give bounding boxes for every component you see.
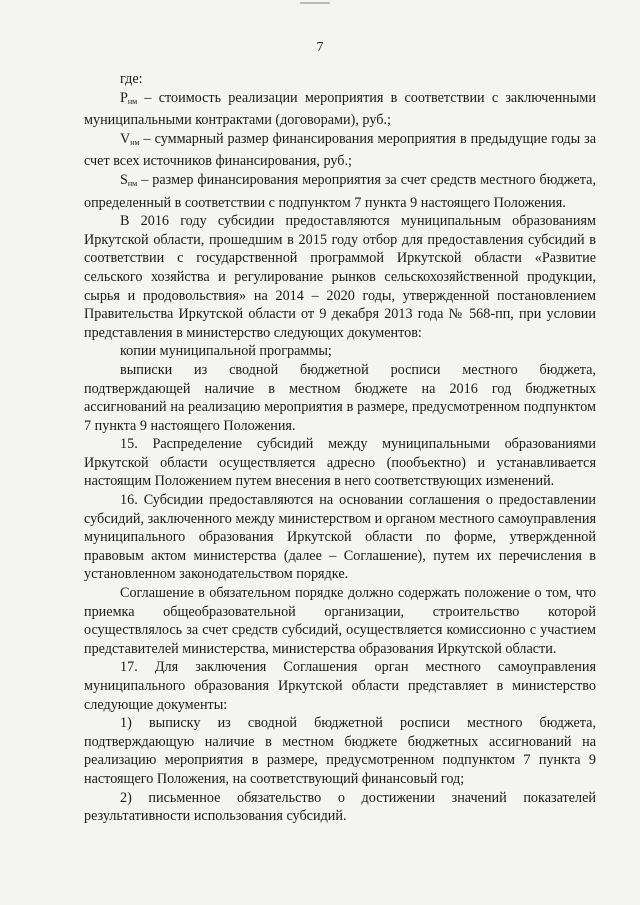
- definition-subscript: нм: [130, 137, 140, 147]
- definition-symbol: P: [120, 89, 128, 106]
- list-item-1: 1) выписку из сводной бюджетной росписи местного бюджета, подтверждающую наличие в местном бюджете бюджетных ассигнований на реализацию мероприятия в размере, предусмотренном подпунктом 7 пункта 9 настоящего Положения, на соответствующий финансовый год;: [84, 715, 596, 787]
- definition-v: [84, 130, 596, 171]
- definition-text: – размер финансирования мероприятия за счет средств местного бюджета, определенный в соответствии с подпунктом 7 пункта 9 настоящего Положения.: [84, 171, 596, 211]
- paragraph-copies: копии муниципальной программы;: [120, 343, 332, 360]
- scan-mark: [300, 2, 330, 4]
- definition-subscript: нм: [127, 178, 138, 188]
- paragraph-16: 16. Субсидии предоставляются на основании соглашения о предоставлении субсидий, заключенного между министерством и органом местного самоуправления муниципального образования Иркутской области по форме, утвержденной правовым актом министерства (далее – Соглашение), путем их перечисления в установленном законодательством порядке.: [84, 492, 596, 583]
- definition-text: – суммарный размер финансирования мероприятия в предыдущие годы за счет всех источников финансирования, руб.;: [84, 130, 596, 170]
- document-body: [84, 70, 596, 826]
- paragraph-extracts: выписки из сводной бюджетной росписи местного бюджета, подтверждающей наличие в местном бюджете на 2016 год бюджетных ассигнований на реализацию мероприятия в размере, предусмотренном подпунктом 7 пункта 9 настоящего Положения.: [84, 361, 596, 434]
- definition-symbol: S: [120, 171, 128, 188]
- paragraph-2016: В 2016 году субсидии предоставляются муниципальным образованиям Иркутской области, прошедшим в 2015 году отбор для предоставления субсидий в соответствии с государственной программой Иркутской области «Развитие сельского хозяйства и регулирование рынков сельскохозяйственной продукции, сырья и продовольствия» на 2014 – 2020 годы, утвержденной постановлением Правительства Иркутской области от 9 декабря 2013 года № 568-пп, при условии представления в министерство следующих документов:: [84, 213, 596, 341]
- where-label: где:: [120, 71, 143, 87]
- definition-s: [84, 171, 596, 212]
- paragraph-17: 17. Для заключения Соглашения орган местного самоуправления муниципального образования Иркутской области представляет в министерство следующие документы:: [84, 659, 596, 713]
- definition-text: – стоимость реализации мероприятия в соответствии с заключенными муниципальными контрактами (договорами), руб.;: [84, 89, 596, 129]
- paragraph-agreement: Соглашение в обязательном порядке должно содержать положение о том, что приемка общеобразовательной организации, строительство которой осуществлялось за счет средств субсидий, осуществляется комиссионно с участием представителей министерства, министерства образования Иркутской области.: [84, 585, 596, 657]
- definition-subscript: нм: [127, 96, 138, 106]
- list-item-2: 2) письменное обязательство о достижении значений показателей результативности использования субсидий.: [84, 789, 596, 825]
- definition-p: [84, 89, 596, 130]
- paragraph-15: 15. Распределение субсидий между муниципальными образованиями Иркутской области осуществляется адресно (пообъектно) и устанавливается настоящим Положением путем внесения в него соответствующих изменений.: [84, 436, 596, 490]
- page-number: 7: [316, 40, 324, 55]
- definition-symbol: V: [120, 130, 131, 147]
